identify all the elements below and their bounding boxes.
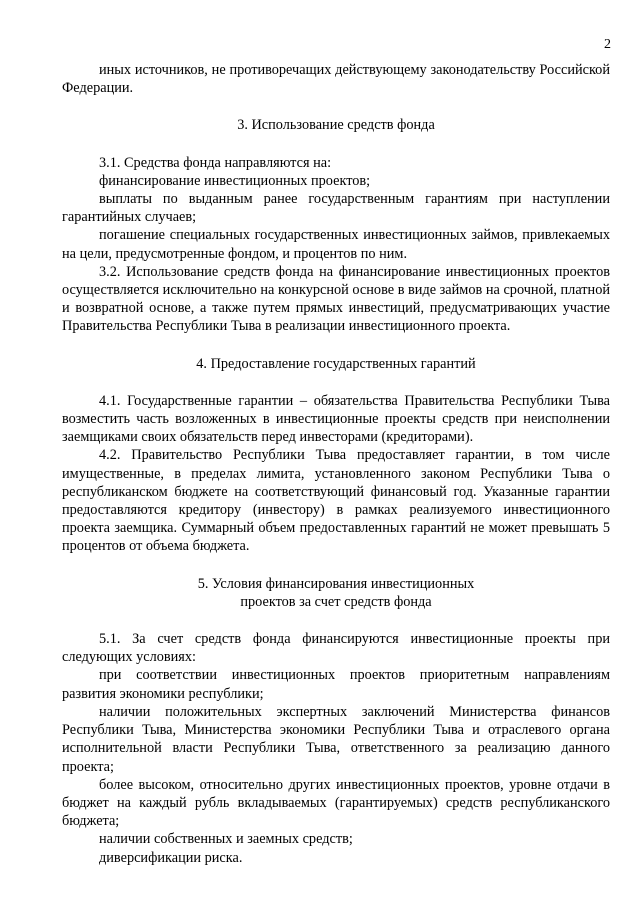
section-5-heading-line: 5. Условия финансирования инвестиционных: [197, 575, 475, 592]
page-number: 2: [604, 37, 611, 52]
section-3-heading-line: 3. Использование средств фонда: [237, 117, 435, 134]
section-5-paragraph: наличии собственных и заемных средств;: [99, 831, 353, 848]
section-5-heading-line: проектов за счет средств фонда: [240, 593, 432, 610]
section-3-paragraph: 3.2. Использование средств фонда на финансирование инвестиционных проектов осуществляется исключительно на конкурсной основе в виде займов на срочной, платной и возвратной основе, а также путем прямых инвестиций, предусматривающих участие Правительства Республики Тыва в реализации инвестиционного проекта.: [62, 263, 610, 335]
section-4-heading-line: 4. Предоставление государственных гарантий: [196, 355, 476, 372]
section-5-paragraph: 5.1. За счет средств фонда финансируются инвестиционные проекты при следующих условиях:: [62, 631, 610, 666]
section-4-paragraph: 4.2. Правительство Республики Тыва предоставляет гарантии, в том числе имущественные, в пределах лимита, установленного законом Республики Тыва о республиканском бюджете на соответствующий финансовый год. Указанные гарантии предоставляются кредитору (инвестору) в рамках реализуемого инвестиционного проекта заемщика. Суммарный объем предоставленных гарантий не может превышать 5 процентов от объема бюджета.: [62, 447, 610, 555]
document-body: [62, 61, 610, 867]
section-5-paragraph: наличии положительных экспертных заключений Министерства финансов Республики Тыва, Министерства экономики Республики Тыва и отраслевого органа исполнительной власти Республики Тыва, ответственного за реализацию данного проекта;: [62, 703, 610, 775]
section-3-paragraph: выплаты по выданным ранее государственным гарантиям при наступлении гарантийных случаев;: [62, 191, 610, 226]
intro-paragraph: иных источников, не противоречащих действующему законодательству Российской Федерации.: [62, 62, 610, 97]
section-3-paragraph: погашение специальных государственных инвестиционных займов, привлекаемых на цели, предусмотренные фондом, и процентов по ним.: [62, 227, 610, 262]
section-5-paragraph: более высоком, относительно других инвестиционных проектов, уровне отдачи в бюджет на каждый рубль вкладываемых (гарантируемых) средств республиканского бюджета;: [62, 776, 610, 830]
section-5-paragraph: при соответствии инвестиционных проектов приоритетным направлениям развития экономики республики;: [62, 667, 610, 702]
section-3-heading: [62, 116, 610, 134]
section-4-heading: [62, 355, 610, 373]
section-3-paragraph: финансирование инвестиционных проектов;: [99, 172, 371, 189]
section-5-heading: [62, 575, 610, 611]
section-4-paragraph: 4.1. Государственные гарантии – обязательства Правительства Республики Тыва возместить часть возложенных в инвестиционные проекты средств при неисполнении заемщиками своих обязательств перед инвесторами (кредиторами).: [62, 392, 610, 446]
section-3-paragraph: 3.1. Средства фонда направляются на:: [99, 154, 332, 171]
section-5-paragraph: диверсификации риска.: [99, 849, 243, 866]
